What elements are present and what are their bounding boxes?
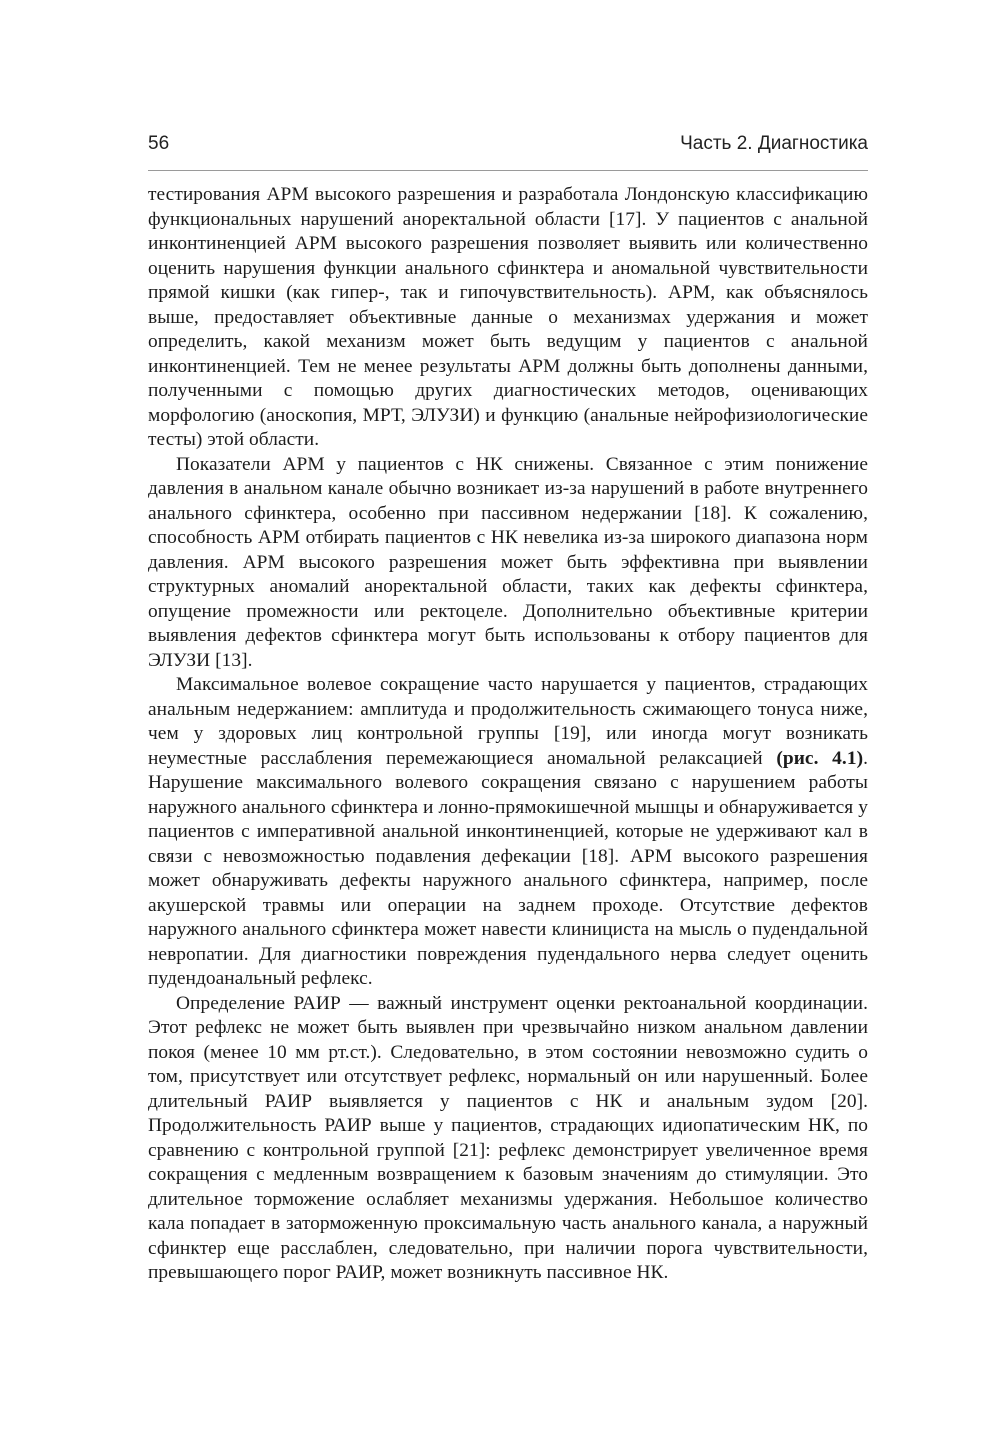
figure-reference: (рис. 4.1) — [776, 747, 864, 769]
paragraph-1: тестирования АРМ высокого разрешения и разработала Лондонскую классификацию функциональных нарушений аноректальной области [17]. У пациентов с анальной инконтиненцией АРМ высокого разрешения позволяет выявить или количественно оценить нарушения функции анального сфинктера и аномальной чувствительности прямой кишки (как гипер-, так и гипочувствительность). АРМ, как объяснялось выше, предоставляет объективные данные о механизмах удержания и может определить, какой механизм может быть ведущим у пациентов с анальной инконтиненцией. Тем не менее результаты АРМ должны быть дополнены данными, полученными с помощью других диагностических методов, оценивающих морфологию (аноскопия, МРТ, ЭЛУЗИ) и функцию (анальные нейрофизиологические тесты) этой области. — [148, 184, 868, 450]
header-divider — [148, 170, 868, 171]
paragraph-3-text-after: . Нарушение максимального волевого сокращения связано с нарушением работы наружного анального сфинктера и лонно-прямокишечной мышцы и обнаруживается у пациентов с императивной анальной инконтиненцией, которые не удерживают кал в связи с невозможностью подавления дефекации [18]. АРМ высокого разрешения может обнаруживать дефекты наружного анального сфинктера, например, после акушерской травмы или операции на заднем проходе. Отсутствие дефектов наружного анального сфинктера может навести клинициста на мысль о пудендальной невропатии. Для диагностики повреждения пудендального нерва следует оценить пудендоанальный рефлекс. — [148, 747, 868, 989]
body-text — [148, 183, 868, 1286]
paragraph-4: Определение РАИР — важный инструмент оценки ректоанальной координации. Этот рефлекс не может быть выявлен при чрезвычайно низком анальном давлении покоя (менее 10 мм рт.ст.). Следовательно, в этом состоянии невозможно судить о том, присутствует или отсутствует рефлекс, нормальный он или нарушенный. Более длительный РАИР выявляется у пациентов с НК и анальным зудом [20]. Продолжительность РАИР выше у пациентов, страдающих идиопатическим НК, по сравнению с контрольной группой [21]: рефлекс демонстрирует увеличенное время сокращения с медленным возвращением к базовым значениям до стимуляции. Это длительное торможение ослабляет механизмы удержания. Небольшое количество кала попадает в заторможенную проксимальную часть анального канала, а наружный сфинктер еще расслаблен, следовательно, при наличии порога чувствительности, превышающего порог РАИР, может возникнуть пассивное НК. — [148, 992, 868, 1283]
page-number: 56 — [148, 133, 170, 154]
paragraph-3 — [148, 673, 868, 992]
paragraph-3-text-before: Максимальное волевое сокращение часто нарушается у пациентов, страдающих анальным недержанием: амплитуда и продолжительность сжимающего тонуса ниже, чем у здоровых лиц контрольной группы [19], или иногда могут возникать неуместные расслабления перемежающиеся аномальной релаксацией — [148, 674, 868, 769]
running-head — [148, 133, 868, 161]
paragraph-2: Показатели АРМ у пациентов с НК снижены. Связанное с этим понижение давления в анальном канале обычно возникает из-за нарушений в работе внутреннего анального сфинктера, особенно при пассивном недержании [18]. К сожалению, способность АРМ отбирать пациентов с НК невелика из-за широкого диапазона норм давления. АРМ высокого разрешения может быть эффективна при выявлении структурных аномалий аноректальной области, таких как дефекты сфинктера, опущение промежности или ректоцеле. Дополнительно объективные критерии выявления дефектов сфинктера могут быть использованы к отбору пациентов для ЭЛУЗИ [13]. — [148, 453, 868, 671]
section-title: Часть 2. Диагностика — [680, 133, 868, 154]
